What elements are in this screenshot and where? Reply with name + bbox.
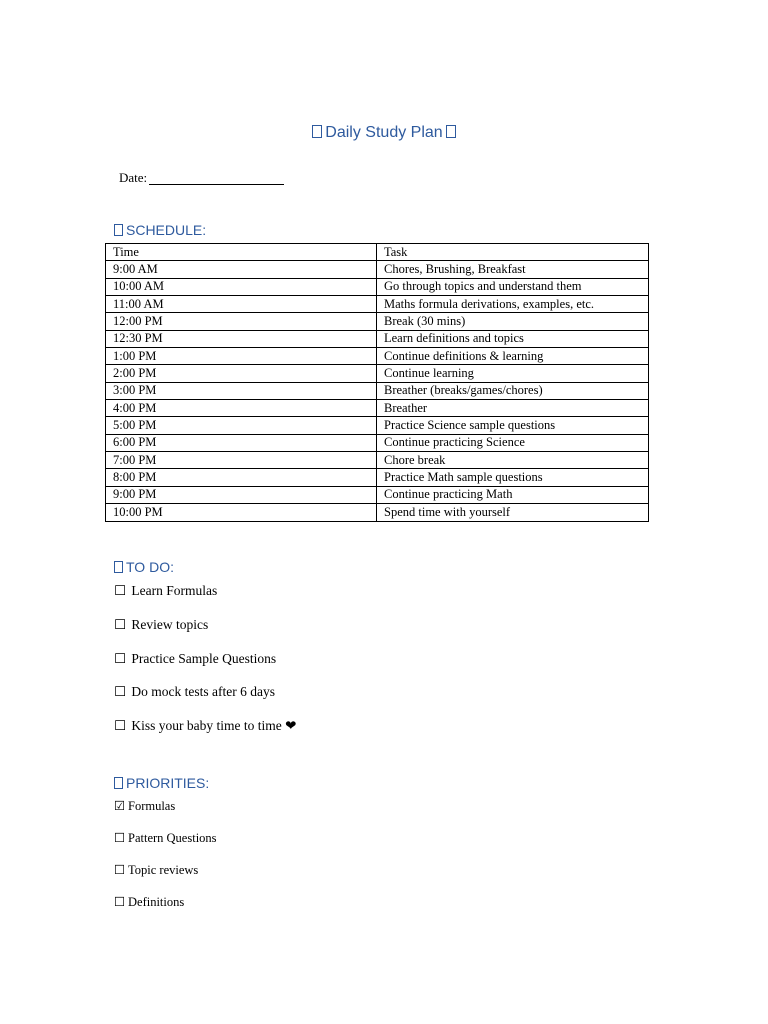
time-cell: 12:30 PM bbox=[106, 330, 377, 347]
time-cell: 12:00 PM bbox=[106, 313, 377, 330]
priorities-list bbox=[114, 798, 217, 926]
checkbox-icon[interactable]: ☐ bbox=[114, 650, 127, 667]
list-item bbox=[114, 798, 217, 830]
time-cell: 3:00 PM bbox=[106, 382, 377, 399]
todo-item-text: Practice Sample Questions bbox=[131, 650, 277, 666]
list-item bbox=[114, 583, 296, 617]
task-cell: Breather bbox=[377, 400, 649, 417]
priorities-heading bbox=[114, 775, 209, 791]
todo-item-text: Kiss your baby time to time ❤ bbox=[131, 718, 297, 734]
list-item bbox=[114, 617, 296, 651]
missing-glyph-icon bbox=[446, 125, 456, 138]
time-cell: 4:00 PM bbox=[106, 400, 377, 417]
time-cell: 1:00 PM bbox=[106, 348, 377, 365]
table-row bbox=[106, 313, 649, 330]
table-row bbox=[106, 452, 649, 469]
task-cell: Chore break bbox=[377, 452, 649, 469]
todo-heading bbox=[114, 559, 174, 575]
task-cell: Practice Math sample questions bbox=[377, 469, 649, 486]
priority-item-text: Formulas bbox=[128, 799, 176, 813]
task-cell: Continue definitions & learning bbox=[377, 348, 649, 365]
column-header-task: Task bbox=[377, 244, 649, 261]
missing-glyph-icon bbox=[114, 561, 123, 573]
time-cell: 2:00 PM bbox=[106, 365, 377, 382]
table-row bbox=[106, 469, 649, 486]
time-cell: 11:00 AM bbox=[106, 296, 377, 313]
time-cell: 10:00 PM bbox=[106, 504, 377, 521]
table-row bbox=[106, 400, 649, 417]
checkbox-icon[interactable]: ☐ bbox=[114, 894, 126, 909]
table-row bbox=[106, 486, 649, 503]
missing-glyph-icon bbox=[114, 777, 123, 789]
page-title bbox=[0, 124, 768, 142]
list-item bbox=[114, 894, 217, 926]
date-blank-line bbox=[149, 172, 284, 185]
time-cell: 8:00 PM bbox=[106, 469, 377, 486]
table-row bbox=[106, 296, 649, 313]
table-row bbox=[106, 365, 649, 382]
missing-glyph-icon bbox=[312, 125, 322, 138]
task-cell: Continue practicing Math bbox=[377, 486, 649, 503]
priority-item-text: Pattern Questions bbox=[128, 831, 217, 845]
schedule-heading bbox=[114, 222, 206, 238]
table-row bbox=[106, 348, 649, 365]
todo-item-text: Do mock tests after 6 days bbox=[131, 684, 275, 700]
checkbox-icon[interactable]: ☐ bbox=[114, 684, 127, 701]
task-cell: Learn definitions and topics bbox=[377, 330, 649, 347]
task-cell: Continue practicing Science bbox=[377, 434, 649, 451]
task-cell: Break (30 mins) bbox=[377, 313, 649, 330]
date-label: Date: bbox=[119, 170, 148, 185]
checkbox-icon[interactable]: ☐ bbox=[114, 718, 127, 735]
time-cell: 7:00 PM bbox=[106, 452, 377, 469]
list-item bbox=[114, 718, 296, 752]
title-text: Daily Study Plan bbox=[325, 124, 443, 141]
list-item bbox=[114, 830, 217, 862]
task-cell: Go through topics and understand them bbox=[377, 278, 649, 295]
table-row bbox=[106, 434, 649, 451]
task-cell: Breather (breaks/games/chores) bbox=[377, 382, 649, 399]
table-row bbox=[106, 278, 649, 295]
table-header-row bbox=[106, 244, 649, 261]
table-row bbox=[106, 382, 649, 399]
checked-checkbox-icon[interactable]: ☑ bbox=[114, 798, 126, 813]
time-cell: 10:00 AM bbox=[106, 278, 377, 295]
checkbox-icon[interactable]: ☐ bbox=[114, 862, 126, 877]
missing-glyph-icon bbox=[114, 224, 123, 236]
todo-item-text: Review topics bbox=[131, 616, 209, 632]
table-row bbox=[106, 417, 649, 434]
date-field bbox=[119, 170, 284, 186]
time-cell: 5:00 PM bbox=[106, 417, 377, 434]
checkbox-icon[interactable]: ☐ bbox=[114, 616, 127, 633]
schedule-table bbox=[105, 243, 649, 522]
list-item bbox=[114, 862, 217, 894]
task-cell: Chores, Brushing, Breakfast bbox=[377, 261, 649, 278]
time-cell: 9:00 PM bbox=[106, 486, 377, 503]
time-cell: 6:00 PM bbox=[106, 434, 377, 451]
priority-item-text: Topic reviews bbox=[128, 863, 199, 877]
task-cell: Spend time with yourself bbox=[377, 504, 649, 521]
priorities-heading-text: PRIORITIES: bbox=[126, 775, 210, 791]
todo-list bbox=[114, 583, 296, 752]
schedule-heading-text: SCHEDULE: bbox=[126, 222, 207, 238]
table-row bbox=[106, 330, 649, 347]
list-item bbox=[114, 651, 296, 685]
table-row bbox=[106, 261, 649, 278]
todo-item-text: Learn Formulas bbox=[131, 583, 218, 598]
column-header-time: Time bbox=[106, 244, 377, 261]
time-cell: 9:00 AM bbox=[106, 261, 377, 278]
priority-item-text: Definitions bbox=[128, 895, 185, 909]
task-cell: Continue learning bbox=[377, 365, 649, 382]
todo-heading-text: TO DO: bbox=[126, 559, 174, 575]
task-cell: Maths formula derivations, examples, etc. bbox=[377, 296, 649, 313]
task-cell: Practice Science sample questions bbox=[377, 417, 649, 434]
table-row bbox=[106, 504, 649, 521]
checkbox-icon[interactable]: ☐ bbox=[114, 830, 126, 845]
checkbox-icon[interactable]: ☐ bbox=[114, 583, 127, 599]
list-item bbox=[114, 684, 296, 718]
